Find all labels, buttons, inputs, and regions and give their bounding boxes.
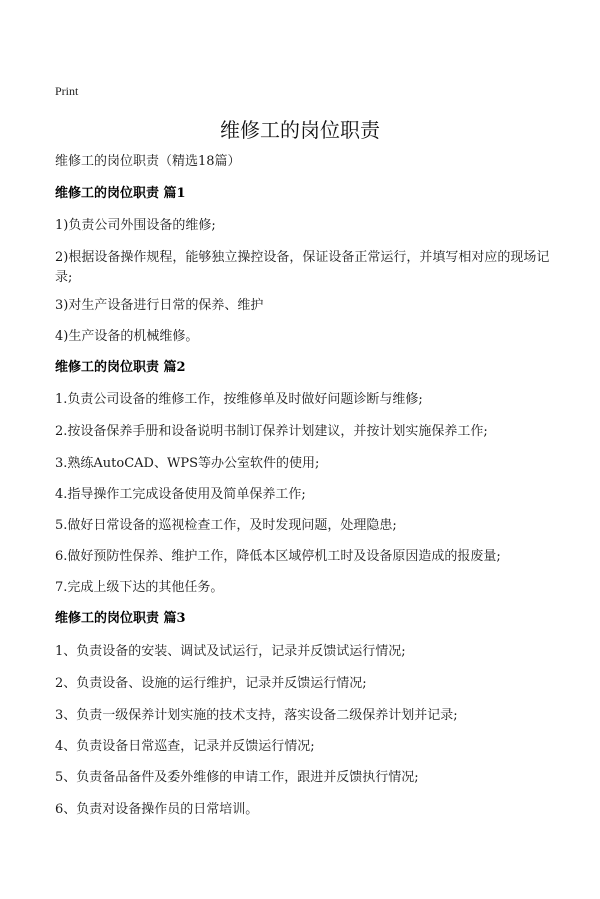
list-item: 4.指导操作工完成设备使用及简单保养工作; xyxy=(55,487,306,502)
list-item: 2.按设备保养手册和设备说明书制订保养计划建议，并按计划实施保养工作; xyxy=(55,424,488,439)
list-item: 4、负责设备日常巡查，记录并反馈运行情况; xyxy=(55,739,315,754)
list-item: 3.熟练AutoCAD、WPS等办公室软件的使用; xyxy=(55,456,320,471)
document-subtitle: 维修工的岗位职责（精选18篇） xyxy=(55,154,241,169)
list-item: 4)生产设备的机械维修。 xyxy=(55,329,199,344)
list-item: 5.做好日常设备的巡视检查工作，及时发现问题，处理隐患; xyxy=(55,518,397,533)
section-heading-1: 维修工的岗位职责 篇1 xyxy=(55,186,186,201)
section-heading-2: 维修工的岗位职责 篇2 xyxy=(55,360,186,375)
list-item: 1.负责公司设备的维修工作，按维修单及时做好问题诊断与维修; xyxy=(55,392,423,407)
list-item: 2、负责设备、设施的运行维护，记录并反馈运行情况; xyxy=(55,676,367,691)
section-heading-3: 维修工的岗位职责 篇3 xyxy=(55,611,186,626)
list-item: 6.做好预防性保养、维护工作，降低本区域停机工时及设备原因造成的报废量; xyxy=(55,549,501,564)
print-label: Print xyxy=(55,84,79,98)
page-title: 维修工的岗位职责 xyxy=(220,118,380,142)
list-item: 1、负责设备的安装、调试及试运行，记录并反馈试运行情况; xyxy=(55,644,406,659)
list-item: 2)根据设备操作规程，能够独立操控设备，保证设备正常运行，并填写相对应的现场记录; xyxy=(55,250,550,285)
list-item: 3)对生产设备进行日常的保养、维护 xyxy=(55,298,264,313)
list-item: 3、负责一级保养计划实施的技术支持，落实设备二级保养计划并记录; xyxy=(55,708,458,723)
list-item: 7.完成上级下达的其他任务。 xyxy=(55,580,224,595)
list-item: 6、负责对设备操作员的日常培训。 xyxy=(55,802,259,817)
list-item: 5、负责备品备件及委外维修的申请工作，跟进并反馈执行情况; xyxy=(55,770,419,785)
list-item: 1)负责公司外围设备的维修; xyxy=(55,218,216,233)
